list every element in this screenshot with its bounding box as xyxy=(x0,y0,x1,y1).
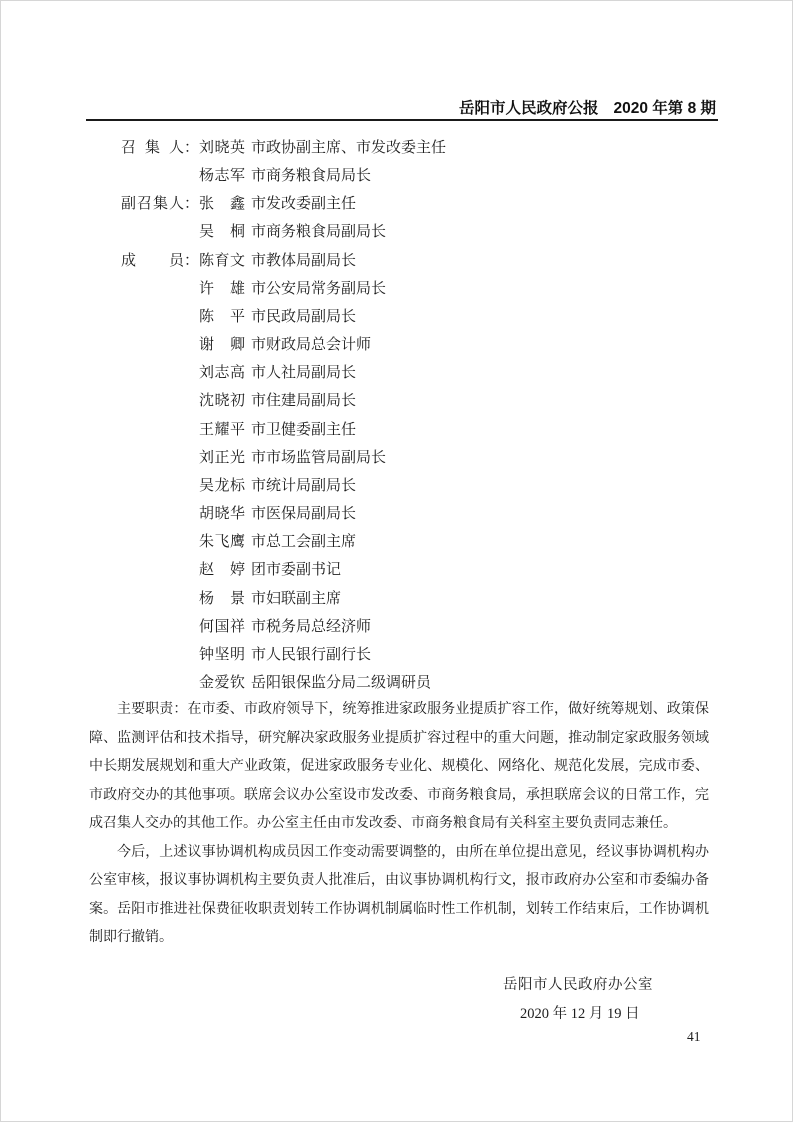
roster-label-wrap xyxy=(121,556,199,584)
page-header xyxy=(86,96,716,118)
roster-row xyxy=(121,275,446,303)
roster-label-wrap xyxy=(121,585,199,613)
roster-title: 市政协副主席、市发改委主任 xyxy=(251,140,447,156)
roster-label-wrap xyxy=(121,416,199,444)
roster-name: 王耀平 xyxy=(199,421,245,438)
roster-title: 市民政局副局长 xyxy=(251,308,357,325)
attendee-roster xyxy=(121,134,446,697)
paragraph-duties: 主要职责：在市委、市政府领导下，统筹推进家政服务业提质扩容工作，做好统筹规划、政策保障、监测评估和技术指导，研究解决家政服务业提质扩容过程中的重大问题，推动制定家政服务领域中长期发展规划和重大产业政策，促进家政服务专业化、规模化、网络化、规范化发展，完成市委、市政府交办的其他事项。联席会议办公室设市发改委、市商务粮食局，承担联席会议的日常工作，完成召集人交办的其他工作。办公室主任由市发改委、市商务粮食局有关科室主要负责同志兼任。 xyxy=(89,702,709,831)
roster-label-wrap xyxy=(121,190,199,218)
roster-name: 刘正光 xyxy=(199,449,245,466)
roster-row xyxy=(121,134,446,162)
roster-label-wrap xyxy=(121,359,199,387)
roster-title: 市税务局总经济师 xyxy=(251,618,372,635)
roster-name: 吴龙标 xyxy=(199,477,245,494)
roster-row xyxy=(121,585,446,613)
roster-title: 市统计局副局长 xyxy=(251,477,357,494)
roster-label-wrap xyxy=(121,331,199,359)
roster-row xyxy=(121,444,446,472)
roster-row xyxy=(121,556,446,584)
roster-name: 杨志军 xyxy=(199,168,245,185)
roster-label-wrap xyxy=(121,303,199,331)
roster-row xyxy=(121,472,446,500)
roster-label: 副召集人 xyxy=(121,196,184,213)
roster-colon: ： xyxy=(184,252,200,269)
roster-title: 市商务粮食局局长 xyxy=(251,168,372,185)
roster-title: 市发改委副主任 xyxy=(251,196,357,213)
roster-label-wrap xyxy=(121,275,199,303)
roster-row xyxy=(121,641,446,669)
roster-label-wrap xyxy=(121,218,199,246)
issue-info: 2020 年第 8 期 xyxy=(613,100,716,117)
roster-label-wrap xyxy=(121,613,199,641)
roster-label-wrap xyxy=(121,134,199,162)
roster-name: 朱飞鹰 xyxy=(199,534,245,551)
roster-name: 胡晓华 xyxy=(199,506,245,523)
gazette-title: 岳阳市人民政府公报 xyxy=(458,100,599,117)
roster-row xyxy=(121,303,446,331)
roster-row xyxy=(121,416,446,444)
roster-row xyxy=(121,359,446,387)
roster-name: 何国祥 xyxy=(199,618,245,635)
roster-row xyxy=(121,500,446,528)
roster-row xyxy=(121,190,446,218)
roster-name: 许雄 xyxy=(199,280,245,297)
roster-name: 张鑫 xyxy=(199,196,245,213)
roster-title: 岳阳银保监分局二级调研员 xyxy=(251,674,432,691)
roster-label-wrap xyxy=(121,472,199,500)
roster-title: 市财政局总会计师 xyxy=(251,337,372,354)
roster-name: 刘志高 xyxy=(199,365,245,382)
roster-label: 成员 xyxy=(121,252,184,269)
roster-row xyxy=(121,162,446,190)
roster-row xyxy=(121,613,446,641)
roster-row xyxy=(121,331,446,359)
roster-colon: ： xyxy=(184,140,200,156)
roster-title: 市卫健委副主任 xyxy=(251,421,357,438)
roster-label-wrap xyxy=(121,528,199,556)
signature-organization: 岳阳市人民政府办公室 xyxy=(503,977,653,993)
roster-name: 赵婷 xyxy=(199,562,245,579)
roster-row xyxy=(121,669,446,697)
roster-label-wrap xyxy=(121,387,199,415)
roster-name: 刘晓英 xyxy=(199,140,245,156)
header-rule xyxy=(86,119,718,121)
paragraph-adjustment: 今后，上述议事协调机构成员因工作变动需要调整的，由所在单位提出意见，经议事协调机构办公室审核，报议事协调机构主要负责人批准后，由议事协调机构行文，报市政府办公室和市委编办备案。岳阳市推进社保费征收职责划转工作协调机制属临时性工作机制，划转工作结束后，工作协调机制即行撤销。 xyxy=(89,844,709,945)
roster-row xyxy=(121,387,446,415)
roster-name: 吴桐 xyxy=(199,224,245,241)
roster-label-wrap xyxy=(121,247,199,275)
roster-name: 谢卿 xyxy=(199,337,245,354)
roster-name: 沈晓初 xyxy=(199,393,245,410)
roster-name: 钟坚明 xyxy=(199,646,245,663)
roster-label-wrap xyxy=(121,162,199,190)
roster-title: 市教体局副局长 xyxy=(251,252,357,269)
roster-name: 陈平 xyxy=(199,308,245,325)
roster-title: 市医保局副局长 xyxy=(251,506,357,523)
roster-label-wrap xyxy=(121,444,199,472)
roster-title: 市住建局副局长 xyxy=(251,393,357,410)
page-number: 41 xyxy=(687,1029,701,1044)
roster-title: 市人社局副局长 xyxy=(251,365,357,382)
roster-title: 市市场监管局副局长 xyxy=(251,449,387,466)
roster-label-wrap xyxy=(121,641,199,669)
roster-row xyxy=(121,247,446,275)
roster-name: 杨景 xyxy=(199,590,245,607)
signature-date: 2020 年 12 月 19 日 xyxy=(520,1006,640,1022)
roster-title: 市总工会副主席 xyxy=(251,534,357,551)
roster-label-wrap xyxy=(121,669,199,697)
roster-title: 团市委副书记 xyxy=(251,562,342,579)
roster-row xyxy=(121,218,446,246)
roster-colon: ： xyxy=(184,196,200,213)
roster-title: 市人民银行副行长 xyxy=(251,646,372,663)
roster-title: 市商务粮食局副局长 xyxy=(251,224,387,241)
body-text xyxy=(89,696,709,953)
roster-row xyxy=(121,528,446,556)
roster-name: 陈育文 xyxy=(199,252,245,269)
roster-title: 市妇联副主席 xyxy=(251,590,342,607)
roster-label-wrap xyxy=(121,500,199,528)
roster-name: 金爱钦 xyxy=(199,674,245,691)
roster-title: 市公安局常务副局长 xyxy=(251,280,387,297)
roster-label: 召集人 xyxy=(121,140,184,156)
